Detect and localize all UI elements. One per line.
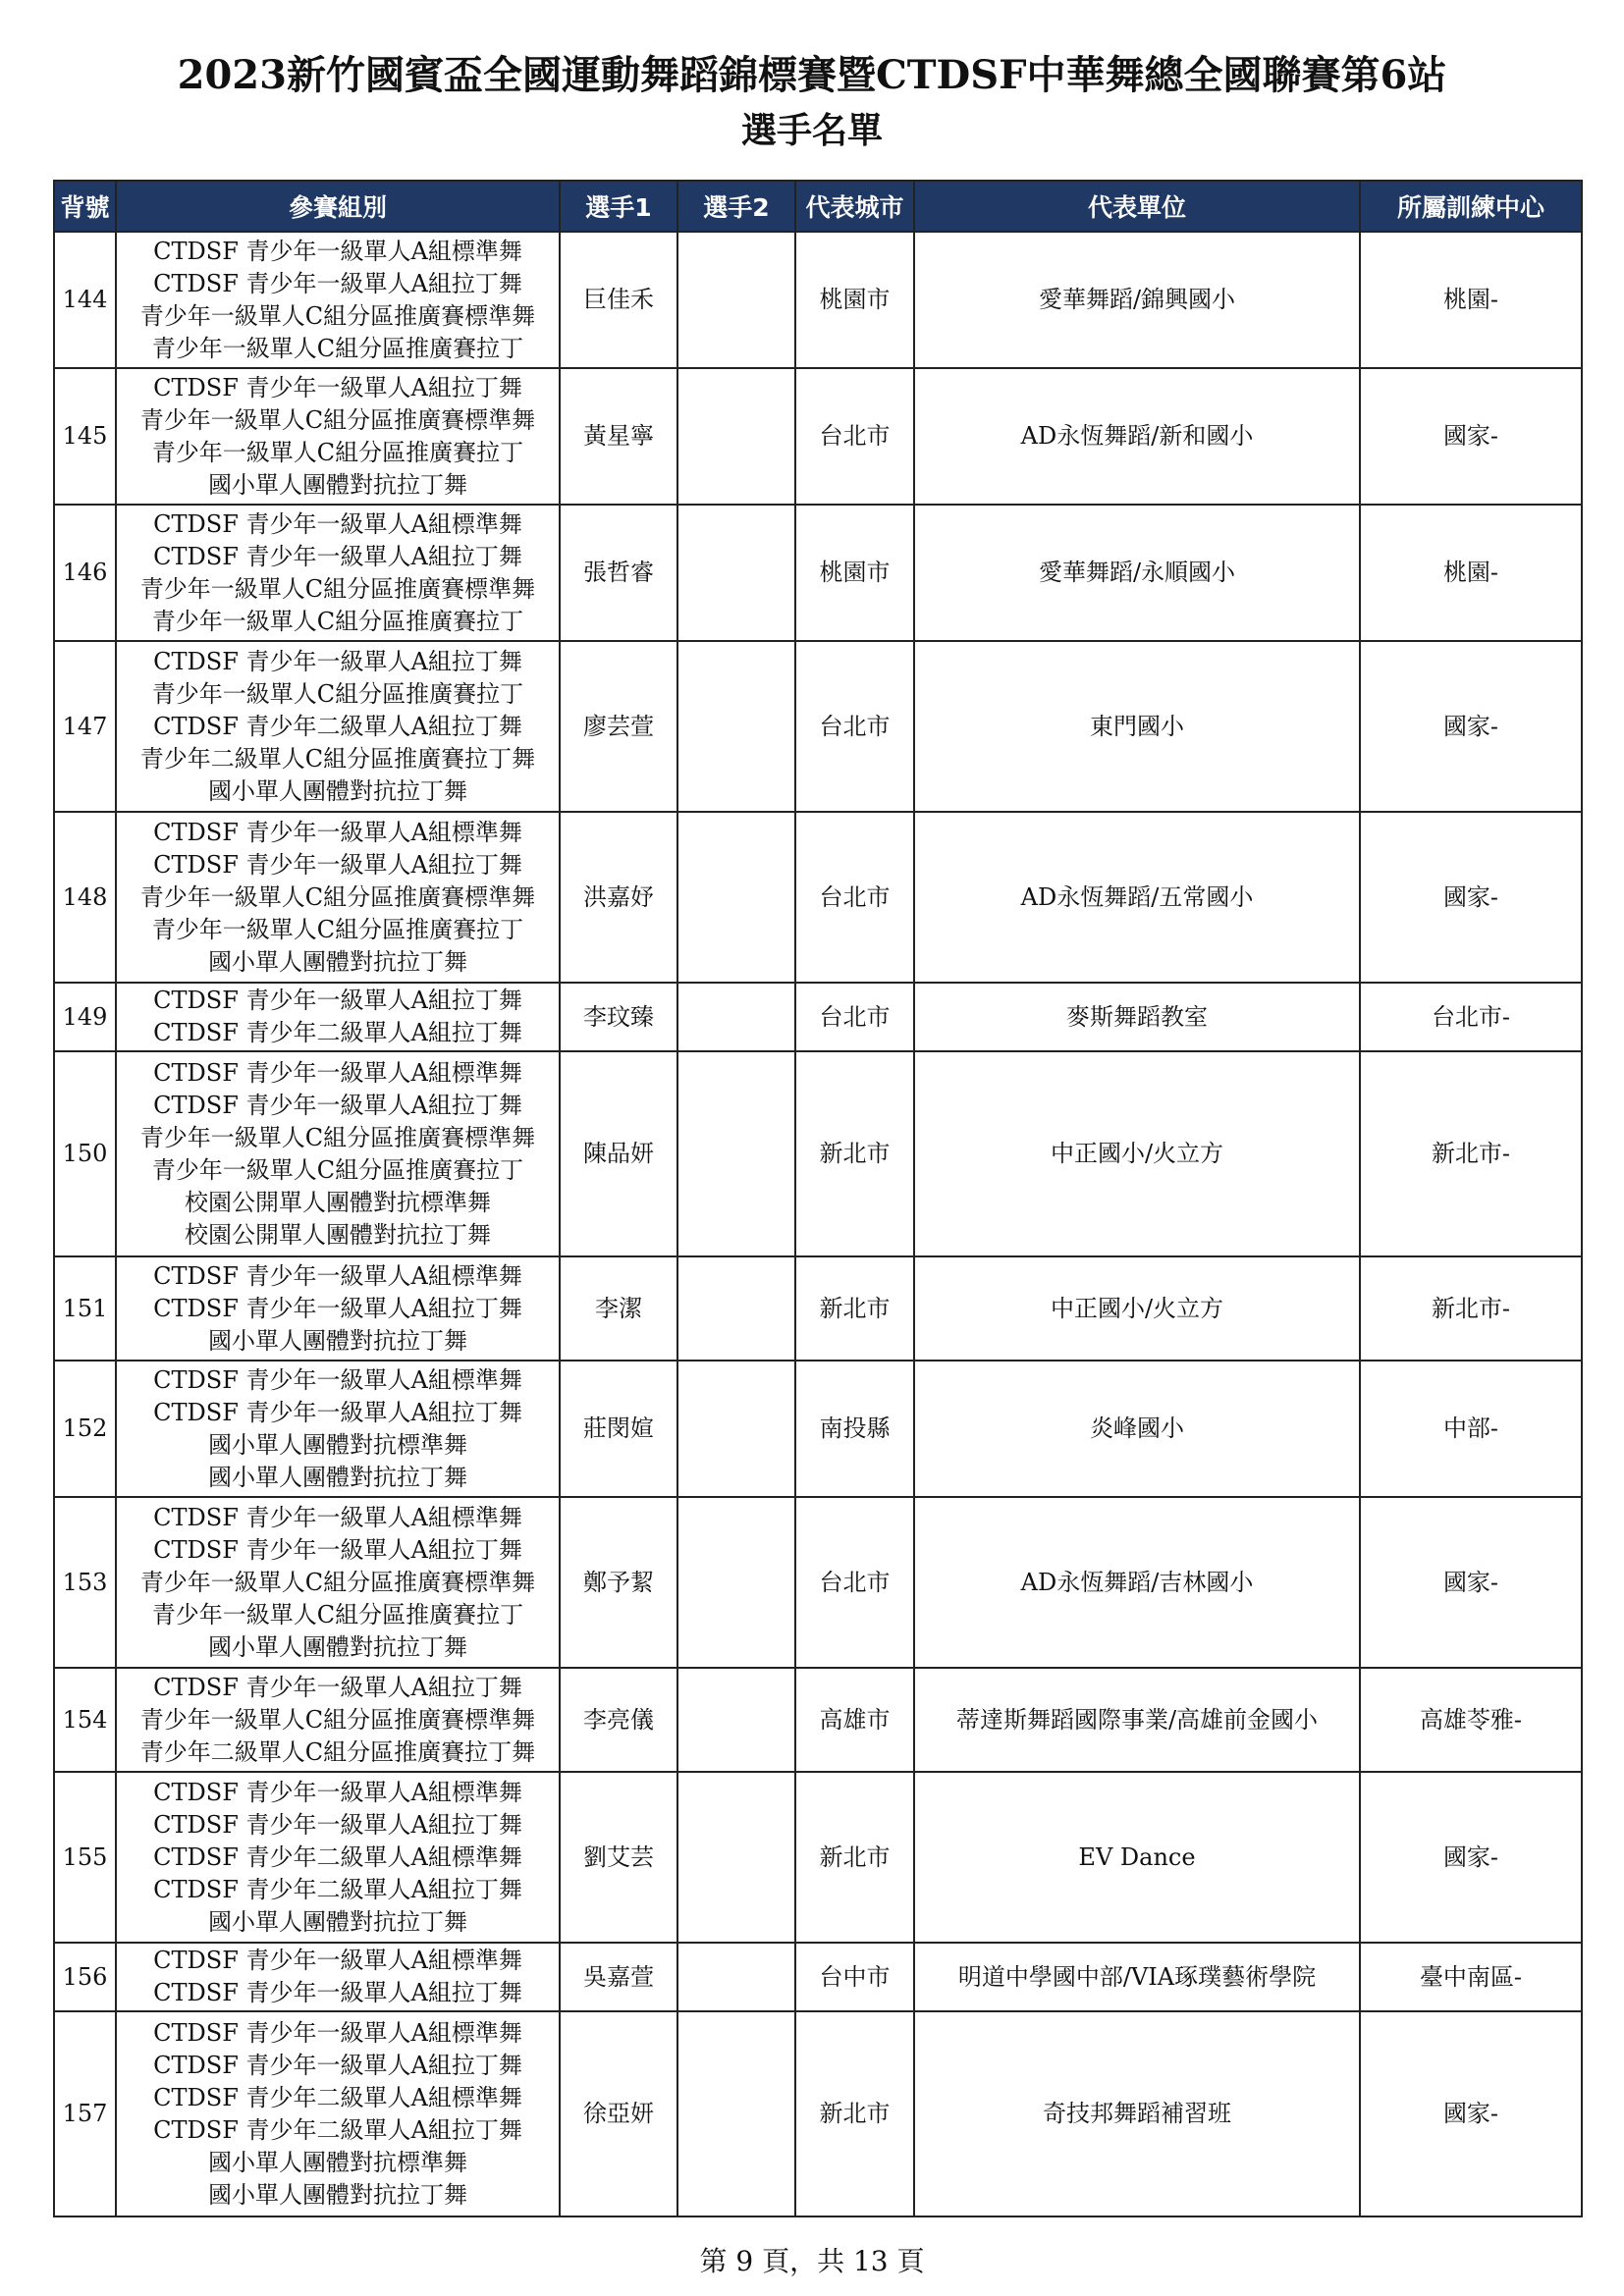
event-entry: 國小單人團體對抗拉丁舞 <box>208 776 467 805</box>
bib-number-cell: 144 <box>54 232 116 368</box>
training-center-cell: 國家- <box>1360 2011 1582 2216</box>
events-cell <box>116 1256 560 1361</box>
events-cell <box>116 368 560 505</box>
event-entry: CTDSF 青少年一級單人A組標準舞 <box>153 509 522 538</box>
column-header-events: 參賽組別 <box>116 181 560 232</box>
training-center-cell: 國家- <box>1360 1772 1582 1943</box>
event-entry: 青少年一級單人C組分區推廣賽標準舞 <box>139 574 536 603</box>
event-entry: 青少年一級單人C組分區推廣賽標準舞 <box>139 301 536 330</box>
bib-number-cell: 150 <box>54 1051 116 1256</box>
player1-cell: 鄭予絜 <box>560 1497 677 1668</box>
table-row <box>54 505 1582 641</box>
player2-cell <box>677 1943 795 2011</box>
bib-number-cell: 152 <box>54 1361 116 1497</box>
unit-cell: 明道中學國中部/VIA琢璞藝術學院 <box>914 1943 1360 2011</box>
event-entry: 國小單人團體對抗拉丁舞 <box>208 470 467 499</box>
player1-cell: 劉艾芸 <box>560 1772 677 1943</box>
bib-number-cell: 154 <box>54 1668 116 1772</box>
unit-cell: 奇技邦舞蹈補習班 <box>914 2011 1360 2216</box>
training-center-cell: 臺中南區- <box>1360 1943 1582 2011</box>
event-entry: CTDSF 青少年一級單人A組標準舞 <box>153 1058 522 1087</box>
city-cell: 新北市 <box>795 1256 914 1361</box>
unit-cell: AD永恆舞蹈/新和國小 <box>914 368 1360 505</box>
bib-number-cell: 146 <box>54 505 116 641</box>
column-header-number: 背號 <box>54 181 116 232</box>
player2-cell <box>677 505 795 641</box>
event-entry: CTDSF 青少年一級單人A組拉丁舞 <box>153 1294 522 1322</box>
player1-cell: 黃星寧 <box>560 368 677 505</box>
player1-cell: 巨佳禾 <box>560 232 677 368</box>
event-entry: CTDSF 青少年一級單人A組拉丁舞 <box>153 542 522 570</box>
events-cell <box>116 505 560 641</box>
unit-cell: AD永恆舞蹈/吉林國小 <box>914 1497 1360 1668</box>
event-entry: CTDSF 青少年一級單人A組標準舞 <box>153 818 522 846</box>
city-cell: 新北市 <box>795 2011 914 2216</box>
bib-number-cell: 156 <box>54 1943 116 2011</box>
player2-cell <box>677 1361 795 1497</box>
event-entry: 青少年一級單人C組分區推廣賽拉丁 <box>151 1155 524 1184</box>
player1-cell: 張哲睿 <box>560 505 677 641</box>
table-row <box>54 368 1582 505</box>
table-row <box>54 1772 1582 1943</box>
unit-cell: 炎峰國小 <box>914 1361 1360 1497</box>
event-entry: CTDSF 青少年一級單人A組拉丁舞 <box>153 1673 522 1701</box>
city-cell: 台北市 <box>795 641 914 812</box>
table-row <box>54 1256 1582 1361</box>
bib-number-cell: 155 <box>54 1772 116 1943</box>
events-cell <box>116 232 560 368</box>
event-entry: CTDSF 青少年一級單人A組標準舞 <box>153 237 522 265</box>
event-entry: 青少年二級單人C組分區推廣賽拉丁舞 <box>139 1737 536 1766</box>
events-cell <box>116 2011 560 2216</box>
event-entry: CTDSF 青少年二級單人A組拉丁舞 <box>153 1019 522 1046</box>
event-entry: CTDSF 青少年二級單人A組拉丁舞 <box>153 1875 522 1903</box>
unit-cell: 蒂達斯舞蹈國際事業/高雄前金國小 <box>914 1668 1360 1772</box>
event-entry: CTDSF 青少年二級單人A組標準舞 <box>153 2083 522 2111</box>
event-entry: 校園公開單人團體對抗標準舞 <box>185 1188 491 1216</box>
city-cell: 台北市 <box>795 1497 914 1668</box>
event-entry: CTDSF 青少年一級單人A組拉丁舞 <box>153 269 522 297</box>
training-center-cell: 國家- <box>1360 812 1582 983</box>
event-entry: CTDSF 青少年一級單人A組標準舞 <box>153 1261 522 1290</box>
event-entry: CTDSF 青少年一級單人A組標準舞 <box>153 1503 522 1531</box>
training-center-cell: 新北市- <box>1360 1051 1582 1256</box>
player2-cell <box>677 1772 795 1943</box>
table-row <box>54 1361 1582 1497</box>
bib-number-cell: 151 <box>54 1256 116 1361</box>
player-roster-table <box>53 180 1583 2217</box>
player2-cell <box>677 2011 795 2216</box>
event-entry: 青少年一級單人C組分區推廣賽標準舞 <box>139 1123 536 1151</box>
player1-cell: 洪嘉妤 <box>560 812 677 983</box>
event-entry: 青少年二級單人C組分區推廣賽拉丁舞 <box>139 744 536 773</box>
column-header-player2: 選手2 <box>677 181 795 232</box>
table-row <box>54 1943 1582 2011</box>
city-cell: 新北市 <box>795 1051 914 1256</box>
events-cell <box>116 1772 560 1943</box>
column-header-unit: 代表單位 <box>914 181 1360 232</box>
events-cell <box>116 1497 560 1668</box>
event-entry: CTDSF 青少年一級單人A組拉丁舞 <box>153 1091 522 1119</box>
training-center-cell: 國家- <box>1360 641 1582 812</box>
player2-cell <box>677 812 795 983</box>
player1-cell: 陳品妍 <box>560 1051 677 1256</box>
player2-cell <box>677 1051 795 1256</box>
table-row <box>54 812 1582 983</box>
training-center-cell: 桃園- <box>1360 232 1582 368</box>
city-cell: 台北市 <box>795 812 914 983</box>
event-entry: CTDSF 青少年一級單人A組標準舞 <box>153 1365 522 1394</box>
event-entry: 國小單人團體對抗拉丁舞 <box>208 1632 467 1661</box>
unit-cell: 東門國小 <box>914 641 1360 812</box>
event-entry: CTDSF 青少年二級單人A組拉丁舞 <box>153 2115 522 2144</box>
event-entry: 青少年一級單人C組分區推廣賽拉丁 <box>151 915 524 943</box>
event-entry: 國小單人團體對抗拉丁舞 <box>208 1907 467 1936</box>
event-entry: 國小單人團體對抗拉丁舞 <box>208 947 467 976</box>
event-entry: 青少年一級單人C組分區推廣賽拉丁 <box>151 1600 524 1629</box>
events-cell <box>116 1051 560 1256</box>
event-entry: CTDSF 青少年一級單人A組拉丁舞 <box>153 1398 522 1426</box>
event-entry: CTDSF 青少年一級單人A組拉丁舞 <box>153 1979 522 2006</box>
event-entry: 青少年一級單人C組分區推廣賽拉丁 <box>151 334 524 362</box>
table-body <box>54 232 1582 2216</box>
training-center-cell: 台北市- <box>1360 983 1582 1051</box>
events-cell <box>116 641 560 812</box>
event-entry: CTDSF 青少年二級單人A組標準舞 <box>153 1842 522 1871</box>
table-row <box>54 641 1582 812</box>
bib-number-cell: 147 <box>54 641 116 812</box>
player2-cell <box>677 1497 795 1668</box>
player1-cell: 李潔 <box>560 1256 677 1361</box>
player1-cell: 廖芸萱 <box>560 641 677 812</box>
event-entry: CTDSF 青少年二級單人A組拉丁舞 <box>153 712 522 740</box>
table-row <box>54 1497 1582 1668</box>
bib-number-cell: 145 <box>54 368 116 505</box>
event-entry: CTDSF 青少年一級單人A組拉丁舞 <box>153 647 522 675</box>
event-entry: CTDSF 青少年一級單人A組標準舞 <box>153 2018 522 2047</box>
bib-number-cell: 148 <box>54 812 116 983</box>
player2-cell <box>677 1256 795 1361</box>
player1-cell: 徐亞妍 <box>560 2011 677 2216</box>
event-entry: CTDSF 青少年一級單人A組拉丁舞 <box>153 987 522 1014</box>
page-title: 2023新竹國賓盃全國運動舞蹈錦標賽暨CTDSF中華舞總全國聯賽第6站 <box>177 52 1447 98</box>
training-center-cell: 國家- <box>1360 368 1582 505</box>
column-header-player1: 選手1 <box>560 181 677 232</box>
table-row <box>54 983 1582 1051</box>
player2-cell <box>677 1668 795 1772</box>
unit-cell: 愛華舞蹈/錦興國小 <box>914 232 1360 368</box>
city-cell: 南投縣 <box>795 1361 914 1497</box>
page-subtitle: 選手名單 <box>740 110 883 151</box>
table-row <box>54 2011 1582 2216</box>
training-center-cell: 新北市- <box>1360 1256 1582 1361</box>
event-entry: CTDSF 青少年一級單人A組拉丁舞 <box>153 850 522 879</box>
bib-number-cell: 153 <box>54 1497 116 1668</box>
player1-cell: 李亮儀 <box>560 1668 677 1772</box>
event-entry: 青少年一級單人C組分區推廣賽拉丁 <box>151 679 524 708</box>
player1-cell: 莊閔媗 <box>560 1361 677 1497</box>
event-entry: CTDSF 青少年一級單人A組拉丁舞 <box>153 2051 522 2079</box>
city-cell: 桃園市 <box>795 232 914 368</box>
city-cell: 台北市 <box>795 983 914 1051</box>
unit-cell: 愛華舞蹈/永順國小 <box>914 505 1360 641</box>
event-entry: 青少年一級單人C組分區推廣賽拉丁 <box>151 607 524 635</box>
event-entry: 青少年一級單人C組分區推廣賽標準舞 <box>139 405 536 434</box>
table-row <box>54 1668 1582 1772</box>
bib-number-cell: 157 <box>54 2011 116 2216</box>
table-row <box>54 232 1582 368</box>
player2-cell <box>677 368 795 505</box>
player1-cell: 吳嘉萱 <box>560 1943 677 2011</box>
events-cell <box>116 1943 560 2011</box>
event-entry: 國小單人團體對抗標準舞 <box>208 1430 467 1459</box>
events-cell <box>116 812 560 983</box>
event-entry: 國小單人團體對抗拉丁舞 <box>208 1326 467 1355</box>
city-cell: 台北市 <box>795 368 914 505</box>
event-entry: 國小單人團體對抗標準舞 <box>208 2148 467 2176</box>
table-row <box>54 1051 1582 1256</box>
event-entry: CTDSF 青少年一級單人A組拉丁舞 <box>153 1810 522 1839</box>
training-center-cell: 國家- <box>1360 1497 1582 1668</box>
column-header-center: 所屬訓練中心 <box>1360 181 1582 232</box>
unit-cell: 中正國小/火立方 <box>914 1256 1360 1361</box>
column-header-city: 代表城市 <box>795 181 914 232</box>
event-entry: 校園公開單人團體對抗拉丁舞 <box>185 1220 491 1249</box>
event-entry: CTDSF 青少年一級單人A組拉丁舞 <box>153 1535 522 1564</box>
city-cell: 桃園市 <box>795 505 914 641</box>
player2-cell <box>677 232 795 368</box>
event-entry: 國小單人團體對抗拉丁舞 <box>208 1463 467 1491</box>
player2-cell <box>677 983 795 1051</box>
city-cell: 新北市 <box>795 1772 914 1943</box>
events-cell <box>116 1361 560 1497</box>
events-cell <box>116 983 560 1051</box>
event-entry: CTDSF 青少年一級單人A組標準舞 <box>153 1778 522 1806</box>
city-cell: 高雄市 <box>795 1668 914 1772</box>
city-cell: 台中市 <box>795 1943 914 2011</box>
event-entry: 青少年一級單人C組分區推廣賽標準舞 <box>139 882 536 911</box>
bib-number-cell: 149 <box>54 983 116 1051</box>
events-cell <box>116 1668 560 1772</box>
training-center-cell: 高雄苓雅- <box>1360 1668 1582 1772</box>
event-entry: CTDSF 青少年一級單人A組拉丁舞 <box>153 373 522 401</box>
unit-cell: 中正國小/火立方 <box>914 1051 1360 1256</box>
page-number: 第 9 頁，共 13 頁 <box>699 2245 925 2277</box>
event-entry: 國小單人團體對抗拉丁舞 <box>208 2180 467 2209</box>
unit-cell: 麥斯舞蹈教室 <box>914 983 1360 1051</box>
event-entry: 青少年一級單人C組分區推廣賽拉丁 <box>151 438 524 466</box>
unit-cell: AD永恆舞蹈/五常國小 <box>914 812 1360 983</box>
player1-cell: 李玟臻 <box>560 983 677 1051</box>
event-entry: CTDSF 青少年一級單人A組標準舞 <box>153 1947 522 1974</box>
training-center-cell: 中部- <box>1360 1361 1582 1497</box>
event-entry: 青少年一級單人C組分區推廣賽標準舞 <box>139 1705 536 1734</box>
player2-cell <box>677 641 795 812</box>
training-center-cell: 桃園- <box>1360 505 1582 641</box>
table-header-row <box>54 181 1582 232</box>
unit-cell: EV Dance <box>914 1772 1360 1943</box>
event-entry: 青少年一級單人C組分區推廣賽標準舞 <box>139 1568 536 1596</box>
